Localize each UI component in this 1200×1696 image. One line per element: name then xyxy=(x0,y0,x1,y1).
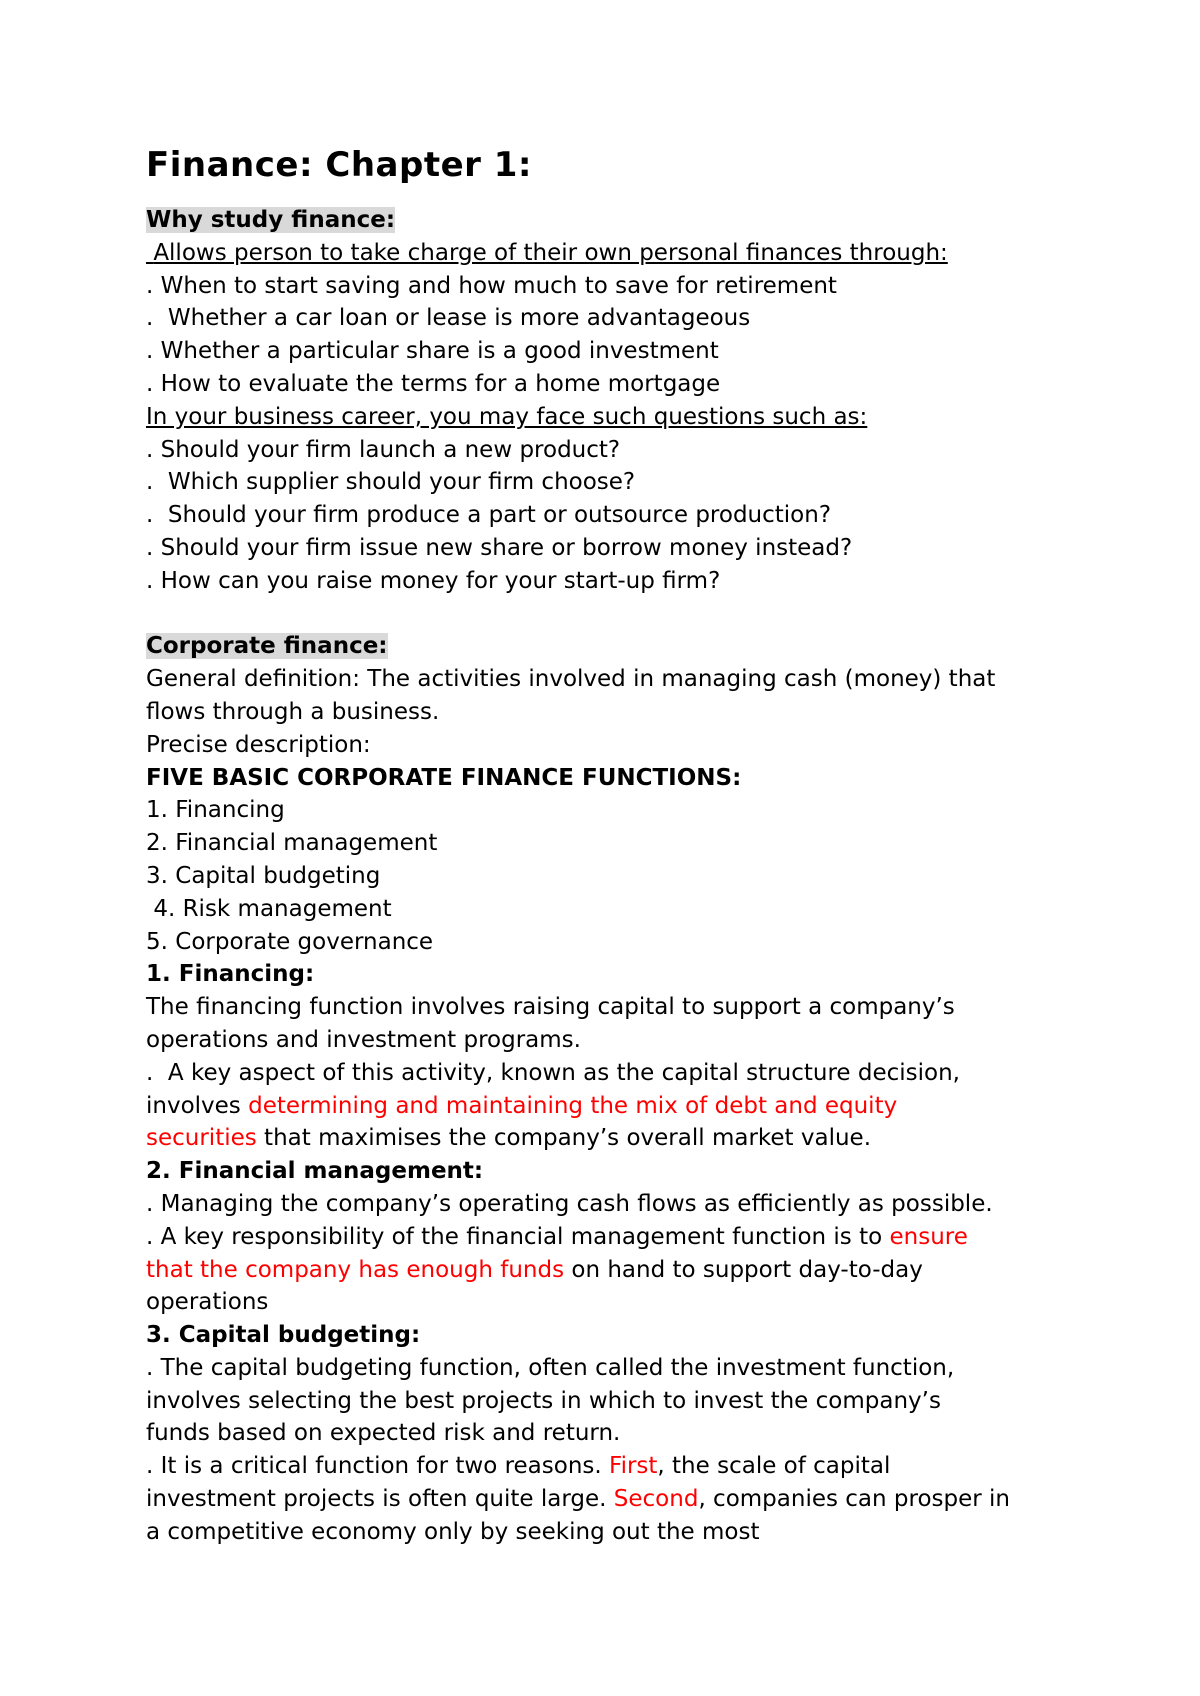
paragraph-line xyxy=(146,1450,1100,1483)
function-list-item: 2. Financial management xyxy=(146,830,438,857)
list-item: . How can you raise money for your start-up firm? xyxy=(146,567,721,594)
paragraph-line xyxy=(146,1221,1100,1254)
function-list-item: 5. Corporate governance xyxy=(146,928,434,955)
function-list-item: 1. Financing xyxy=(146,797,285,824)
list-item: . Which supplier should your firm choose? xyxy=(146,469,636,496)
paragraph-line xyxy=(146,1090,1100,1123)
paragraph-line: operations and investment programs. xyxy=(146,1026,581,1053)
highlighted-heading-text: Why study finance: xyxy=(146,207,396,233)
general-definition-line: General definition: The activities involved in managing cash (money) that xyxy=(146,666,996,693)
text-run: . It is a critical function for two reasons. xyxy=(146,1453,610,1480)
functions-heading: FIVE BASIC CORPORATE FINANCE FUNCTIONS: xyxy=(146,764,742,791)
paragraph-line: The financing function involves raising capital to support a company’s xyxy=(146,994,955,1021)
paragraph-line xyxy=(146,1483,1100,1516)
blank-line xyxy=(146,598,1100,631)
list-item: . When to start saving and how much to save for retirement xyxy=(146,272,837,299)
highlighted-heading-text: Corporate finance: xyxy=(146,633,388,660)
emphasis-text: First xyxy=(609,1453,658,1480)
paragraph-line: . Managing the company’s operating cash flows as efficiently as possible. xyxy=(146,1190,993,1217)
paragraph-line: . A key aspect of this activity, known as the capital structure decision, xyxy=(146,1059,960,1086)
personal-finance-intro: Allows person to take charge of their own personal finances through: xyxy=(146,239,948,266)
paragraph-line: a competitive economy only by seeking out the most xyxy=(146,1518,760,1545)
list-item: . Should your firm issue new share or borrow money instead? xyxy=(146,534,853,561)
subheading-capital-budgeting: 3. Capital budgeting: xyxy=(146,1322,421,1349)
list-item: . How to evaluate the terms for a home mortgage xyxy=(146,370,721,397)
paragraph-line xyxy=(146,1254,1100,1287)
section-heading-why-study-finance xyxy=(146,204,1100,237)
emphasis-text: determining and maintaining the mix of debt and equity xyxy=(248,1092,898,1119)
paragraph-line xyxy=(146,1122,1100,1155)
paragraph-line: involves selecting the best projects in which to invest the company’s xyxy=(146,1387,941,1414)
list-item: . Should your firm launch a new product? xyxy=(146,436,621,463)
text-run: on hand to support day-to-day xyxy=(564,1256,923,1283)
business-career-intro: In your business career, you may face such questions such as: xyxy=(146,403,868,430)
function-list-item: 4. Risk management xyxy=(146,895,392,922)
text-run: involves xyxy=(146,1092,249,1119)
emphasis-text: securities xyxy=(146,1125,257,1152)
subheading-financing: 1. Financing: xyxy=(146,961,315,988)
text-run: that maximises the company’s overall market value. xyxy=(256,1125,872,1152)
section-heading-corporate-finance xyxy=(146,630,1100,663)
emphasis-text: ensure xyxy=(889,1223,968,1250)
emphasis-text: Second xyxy=(613,1486,699,1513)
text-run: , the scale of capital xyxy=(657,1453,891,1480)
text-run: , companies can prosper in xyxy=(698,1486,1011,1513)
emphasis-text: that the company has enough funds xyxy=(146,1256,565,1283)
page-title: Finance: Chapter 1: xyxy=(146,145,532,185)
text-run: . A key responsibility of the financial management function is to xyxy=(146,1223,890,1250)
text-run: investment projects is often quite large. xyxy=(146,1486,614,1513)
list-item: . Whether a car loan or lease is more advantageous xyxy=(146,305,751,332)
precise-description-label: Precise description: xyxy=(146,731,371,758)
function-list-item: 3. Capital budgeting xyxy=(146,862,381,889)
list-item: . Should your firm produce a part or outsource production? xyxy=(146,502,832,529)
paragraph-line: operations xyxy=(146,1289,269,1316)
paragraph-line: funds based on expected risk and return. xyxy=(146,1420,621,1447)
general-definition-line: flows through a business. xyxy=(146,698,440,725)
list-item: . Whether a particular share is a good investment xyxy=(146,338,719,365)
paragraph-line: . The capital budgeting function, often called the investment function, xyxy=(146,1354,955,1381)
subheading-financial-management: 2. Financial management: xyxy=(146,1158,484,1185)
